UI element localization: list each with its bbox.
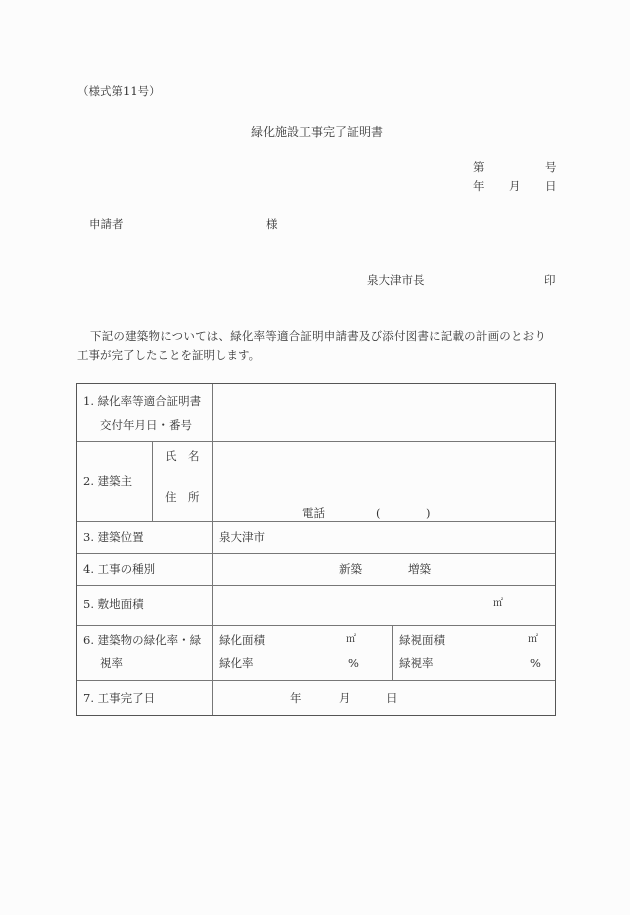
owner-address-label: 住 所	[165, 490, 200, 504]
building-location-value[interactable]: 泉大津市	[219, 530, 265, 544]
owner-sub-divider	[152, 441, 153, 521]
visible-green-area-label: 緑視面積	[399, 633, 445, 647]
completion-year-label: 年	[290, 691, 302, 705]
row6-label-line2: 視率	[100, 656, 123, 670]
document-title: 緑化施設工事完了証明書	[251, 125, 384, 139]
row1-label-line1: 1. 緑化率等適合証明書	[83, 394, 202, 408]
phone-paren-open: (	[376, 506, 381, 520]
row-divider	[77, 680, 555, 681]
completion-day-label: 日	[386, 691, 398, 705]
date-year-label: 年	[473, 179, 485, 193]
completion-month-label: 月	[339, 691, 351, 705]
construction-type-new[interactable]: 新築	[339, 562, 362, 576]
body-text-line1: 下記の建築物については、緑化率等適合証明申請書及び添付図書に記載の計画のとおり	[90, 329, 547, 343]
green-rate-unit: %	[348, 656, 359, 670]
site-area-unit: ㎡	[493, 598, 503, 609]
owner-name-label: 氏 名	[165, 449, 200, 463]
body-text-line2: 工事が完了したことを証明します。	[77, 348, 261, 362]
green-area-unit: ㎡	[346, 634, 356, 645]
row1-label-line2: 交付年月日・番号	[100, 418, 192, 432]
certificate-table	[76, 383, 556, 716]
date-month-label: 月	[509, 179, 521, 193]
row-divider	[77, 521, 555, 522]
doc-number-suffix: 号	[545, 160, 557, 174]
visible-green-rate-unit: %	[530, 656, 541, 670]
doc-number-prefix: 第	[473, 160, 485, 174]
row-divider	[77, 625, 555, 626]
visible-green-area-unit: ㎡	[528, 634, 538, 645]
seal-mark: 印	[544, 273, 556, 287]
green-rate-label: 緑化率	[219, 656, 254, 670]
site-area-field[interactable]	[217, 594, 487, 614]
label-column-divider	[212, 384, 213, 715]
row5-label: 5. 敷地面積	[83, 597, 144, 611]
row-divider	[77, 585, 555, 586]
honorific-sama: 様	[266, 217, 278, 231]
owner-name-field[interactable]	[217, 446, 547, 466]
row7-label: 7. 工事完了日	[83, 691, 156, 705]
row6-label-line1: 6. 建築物の緑化率・緑	[83, 633, 202, 647]
form-number: （様式第11号）	[77, 84, 161, 98]
visible-green-rate-label: 緑視率	[399, 656, 434, 670]
date-day-label: 日	[545, 179, 557, 193]
issuer-name: 泉大津市長	[367, 273, 425, 287]
applicant-label: 申請者	[89, 217, 124, 231]
phone-label: 電話	[302, 506, 325, 520]
green-area-label: 緑化面積	[219, 633, 265, 647]
construction-type-extension[interactable]: 増築	[408, 562, 431, 576]
row4-label: 4. 工事の種別	[83, 562, 156, 576]
green-rate-divider	[392, 625, 393, 680]
row2-label: 2. 建築主	[83, 474, 133, 488]
row-divider	[77, 553, 555, 554]
row3-label: 3. 建築位置	[83, 530, 144, 544]
certificate-date-number-field[interactable]	[217, 404, 547, 424]
owner-address-field[interactable]	[217, 484, 547, 504]
row-divider	[77, 441, 555, 442]
phone-paren-close: )	[426, 506, 431, 520]
